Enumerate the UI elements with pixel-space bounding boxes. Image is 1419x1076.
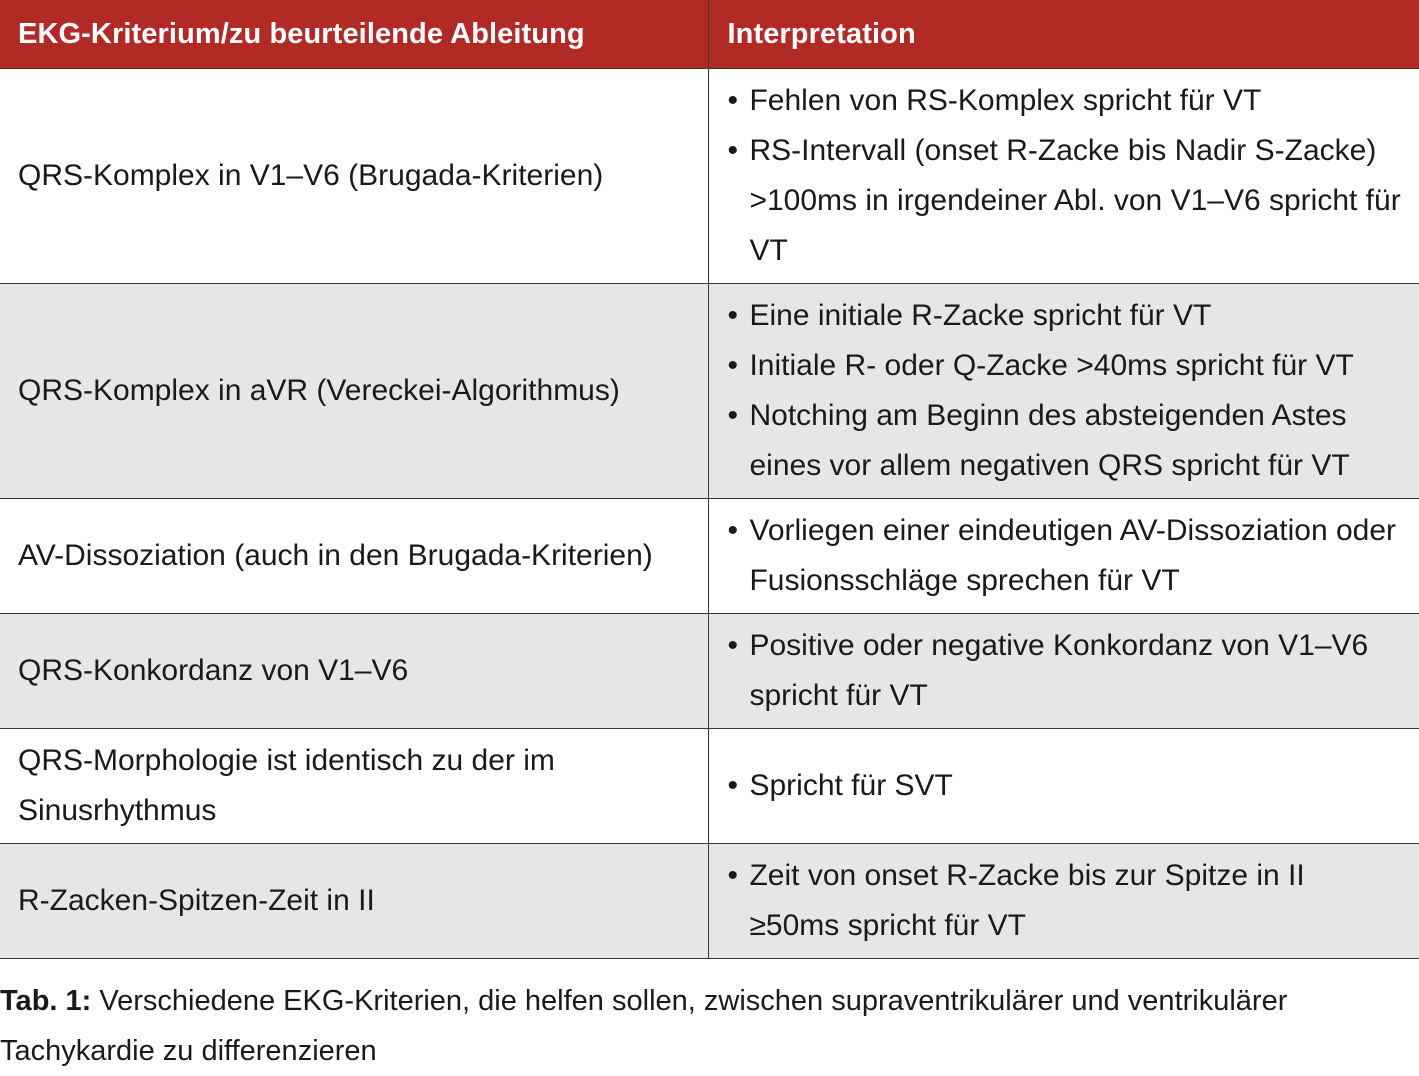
interpretation-cell xyxy=(709,729,1419,844)
table-header-row xyxy=(0,0,1419,69)
table-row xyxy=(0,284,1419,499)
interpretation-list xyxy=(727,621,1401,721)
interpretation-list xyxy=(727,291,1401,491)
criterion-cell: AV-Dissoziation (auch in den Brugada-Kriterien) xyxy=(0,499,709,614)
interpretation-item: • Positive oder negative Konkordanz von V1–V6 spricht für VT xyxy=(727,621,1401,721)
criterion-cell: QRS-Morphologie ist identisch zu der im Sinusrhythmus xyxy=(0,729,709,844)
table-row xyxy=(0,844,1419,959)
interpretation-item: • RS-Intervall (onset R-Zacke bis Nadir S-Zacke) >100ms in irgendeiner Abl. von V1–V6 spricht für VT xyxy=(727,126,1401,276)
interpretation-list xyxy=(727,76,1401,276)
interpretation-list xyxy=(727,506,1401,606)
interpretation-item: • Notching am Beginn des absteigenden Astes eines vor allem negativen QRS spricht für VT xyxy=(727,391,1401,491)
interpretation-item: • Vorliegen einer eindeutigen AV-Dissoziation oder Fusionsschläge sprechen für VT xyxy=(727,506,1401,606)
interpretation-list xyxy=(727,761,1401,811)
header-criterion: EKG-Kriterium/zu beurteilende Ableitung xyxy=(0,0,709,69)
interpretation-cell xyxy=(709,69,1419,284)
interpretation-item: • Initiale R- oder Q-Zacke >40ms spricht für VT xyxy=(727,341,1401,391)
table-row xyxy=(0,499,1419,614)
interpretation-cell xyxy=(709,614,1419,729)
criterion-cell: R-Zacken-Spitzen-Zeit in II xyxy=(0,844,709,959)
table-caption xyxy=(0,976,1419,1076)
table-row xyxy=(0,614,1419,729)
interpretation-item: • Spricht für SVT xyxy=(727,761,1401,811)
interpretation-item: • Fehlen von RS-Komplex spricht für VT xyxy=(727,76,1401,126)
interpretation-cell xyxy=(709,844,1419,959)
interpretation-item: • Eine initiale R-Zacke spricht für VT xyxy=(727,291,1401,341)
criterion-cell: QRS-Komplex in aVR (Vereckei-Algorithmus) xyxy=(0,284,709,499)
interpretation-item: • Zeit von onset R-Zacke bis zur Spitze in II ≥50ms spricht für VT xyxy=(727,851,1401,951)
criterion-cell: QRS-Komplex in V1–V6 (Brugada-Kriterien) xyxy=(0,69,709,284)
caption-text: Verschiedene EKG-Kriterien, die helfen sollen, zwischen supraventrikulärer und ventrikulärer Tachykardie zu differenzieren xyxy=(0,985,1288,1067)
interpretation-list xyxy=(727,851,1401,951)
criterion-cell: QRS-Konkordanz von V1–V6 xyxy=(0,614,709,729)
interpretation-cell xyxy=(709,499,1419,614)
header-interpretation: Interpretation xyxy=(709,0,1419,69)
table-row xyxy=(0,729,1419,844)
interpretation-cell xyxy=(709,284,1419,499)
caption-label: Tab. 1: xyxy=(0,985,92,1017)
table-row xyxy=(0,69,1419,284)
